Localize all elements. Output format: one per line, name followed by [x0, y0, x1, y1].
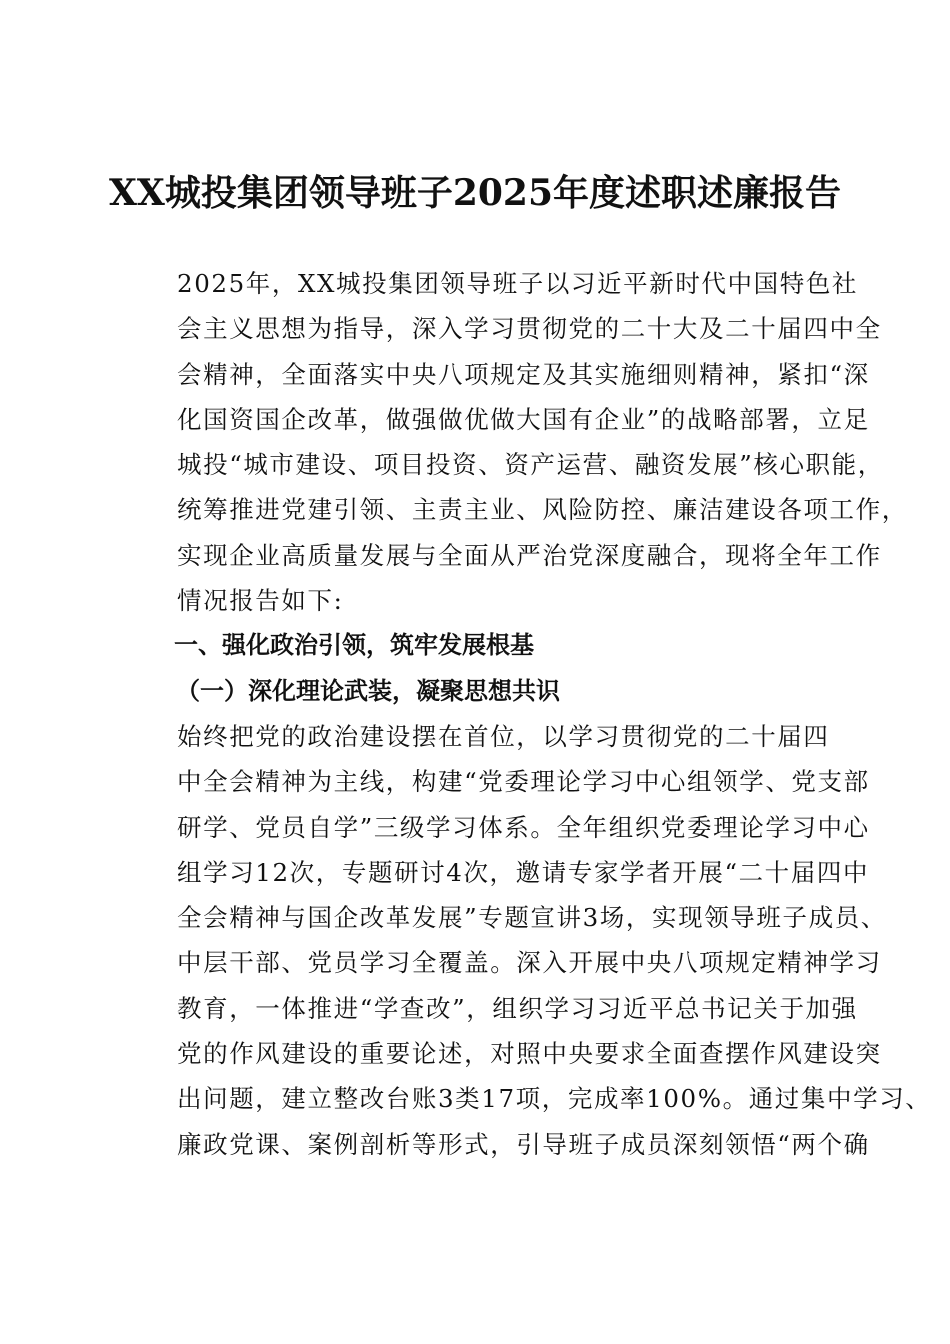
paragraph-line: 研学、党员自学”三级学习体系。全年组织党委理论学习中心	[177, 812, 870, 842]
paragraph-line: 始终把党的政治建设摆在首位，以学习贯彻党的二十届四	[177, 721, 830, 751]
paragraph-line: 全会精神与国企改革发展”专题宣讲3场，实现领导班子成员、	[177, 903, 887, 933]
intro-paragraph	[128, 261, 908, 623]
paragraph-line: 出问题，建立整改台账3类17项，完成率100%。通过集中学习、	[177, 1084, 932, 1114]
paragraph-line: 实现企业高质量发展与全面从严治党深度融合，现将全年工作	[177, 540, 882, 570]
paragraph-line: 城投“城市建设、项目投资、资产运营、融资发展”核心职能，	[177, 450, 884, 480]
paragraph-line: 会主义思想为指导，深入学习贯彻党的二十大及二十届四中全	[177, 314, 882, 344]
paragraph-line: 组学习12次，专题研讨4次，邀请专家学者开展“二十届四中	[177, 857, 870, 887]
paragraph-line: 中全会精神为主线，构建“党委理论学习中心组领学、党支部	[177, 767, 870, 797]
paragraph-line: 化国资国企改革，做强做优做大国有企业”的战略部署，立足	[177, 404, 870, 434]
paragraph-line: 教育，一体推进“学查改”，组织学习习近平总书记关于加强	[177, 993, 858, 1023]
document-title: XX城投集团领导班子2025年度述职述廉报告	[108, 172, 842, 214]
paragraph-line: 会精神，全面落实中央八项规定及其实施细则精神，紧扣“深	[177, 359, 870, 389]
paragraph-line: 情况报告如下:	[177, 586, 344, 616]
subsection-1-paragraph	[128, 714, 932, 1167]
section-heading-1: 一、强化政治引领，筑牢发展根基	[174, 631, 534, 660]
subsection-heading-1: （一）深化理论武装，凝聚思想共识	[176, 676, 560, 705]
paragraph-line: 廉政党课、案例剖析等形式，引导班子成员深刻领悟“两个确	[177, 1129, 870, 1159]
document-body	[128, 261, 932, 1167]
paragraph-line: 党的作风建设的重要论述，对照中央要求全面查摆作风建设突	[177, 1039, 882, 1069]
paragraph-line: 统筹推进党建引领、主责主业、风险防控、廉洁建设各项工作，	[177, 495, 908, 525]
paragraph-line: 中层干部、党员学习全覆盖。深入开展中央八项规定精神学习	[177, 948, 882, 978]
paragraph-line: 2025年，XX城投集团领导班子以习近平新时代中国特色社	[177, 269, 859, 298]
